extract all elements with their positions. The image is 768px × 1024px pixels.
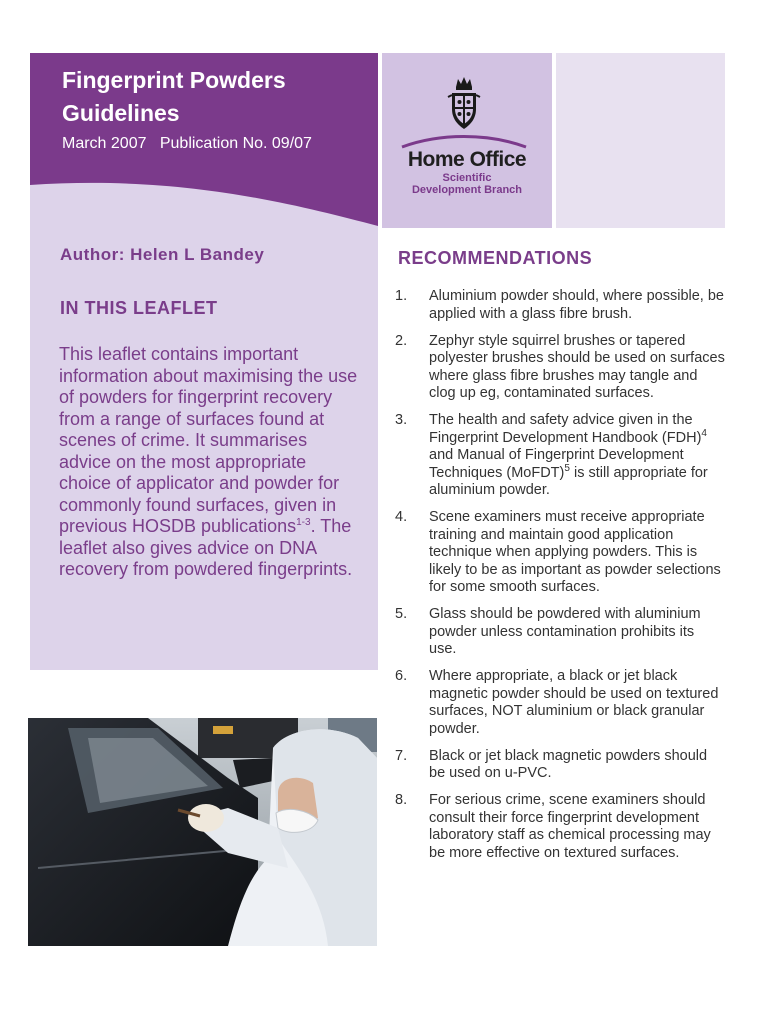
item-text-part: is still appropriate for aluminium powder. xyxy=(429,464,708,498)
list-item xyxy=(395,509,725,597)
item-text: Zephyr style squirrel brushes or tapered polyester brushes should be used on surfaces where glass fibre brushes may tangle and clog up eg, contaminated surfaces. xyxy=(429,332,725,401)
item-number: 3. xyxy=(395,412,408,428)
item-text-part: and Manual of Fingerprint Development Techniques (MoFDT) xyxy=(429,447,684,481)
intro-text-1: This leaflet contains important information about maximising the use of powders for fingerprint recovery from a range of surfaces found at scenes of crime. It summarises advice on the most appropriate choice of applicator and powder for commonly found surfaces, given in previous HOSDB publications xyxy=(59,344,358,536)
item-text-part: The health and safety advice given in the Fingerprint Development Handbook (FDH) xyxy=(429,412,702,446)
list-item xyxy=(395,606,725,659)
list-item xyxy=(395,668,725,738)
item-number: 8. xyxy=(395,792,408,808)
item-text: Black or jet black magnetic powders should be used on u-PVC. xyxy=(429,747,708,781)
intro-text-2: . The leaflet also gives advice on DNA recovery from powdered fingerprints. xyxy=(59,516,353,579)
royal-crest-icon xyxy=(446,75,482,133)
publication-date: March 2007 xyxy=(62,135,147,152)
page-title xyxy=(62,64,372,130)
in-this-leaflet-heading: IN THIS LEAFLET xyxy=(60,298,218,318)
list-item xyxy=(395,288,725,323)
recommendations-heading: RECOMMENDATIONS xyxy=(398,248,593,268)
logo-subtitle-1: Scientific xyxy=(442,172,492,184)
list-item xyxy=(395,412,725,500)
intro-citation: 1-3 xyxy=(296,517,311,528)
title-line-2: Guidelines xyxy=(62,100,180,126)
item-number: 5. xyxy=(395,606,408,622)
item-number: 6. xyxy=(395,668,408,684)
logo-arc-icon xyxy=(400,133,528,149)
publication-number: Publication No. 09/07 xyxy=(159,135,312,152)
citation: 5 xyxy=(564,462,570,474)
item-text: Glass should be powdered with aluminium powder unless contamination prohibits its use. xyxy=(429,606,701,657)
item-number: 2. xyxy=(395,332,408,349)
item-number: 4. xyxy=(395,509,408,525)
item-text: Aluminium powder should, where possible, be applied with a glass fibre brush. xyxy=(429,288,724,322)
decorative-panel xyxy=(556,53,725,228)
item-text xyxy=(429,412,725,500)
item-number: 1. xyxy=(395,288,408,304)
logo-name: Home Office xyxy=(407,148,527,171)
item-text: Scene examiners must receive appropriate training and maintain good application technique when applying powders. This is likely to be as important as powder selections for some smooth surfaces. xyxy=(429,509,721,595)
list-item xyxy=(395,792,725,862)
scene-examiner-photo xyxy=(28,718,377,946)
title-line-1: Fingerprint Powders xyxy=(62,67,286,93)
item-text: Where appropriate, a black or jet black magnetic powder should be used on textured surfaces, NOT aluminium or black granular powder. xyxy=(429,668,719,737)
item-text: For serious crime, scene examiners should consult their force fingerprint development laboratory staff as chemical processing may be more effective on textured surfaces. xyxy=(429,792,711,861)
list-item xyxy=(395,748,725,783)
recommendations-list xyxy=(395,288,725,872)
logo-subtitle-2: Development Branch xyxy=(411,184,523,196)
item-number: 7. xyxy=(395,747,408,764)
author-line: Author: Helen L Bandey xyxy=(60,245,265,264)
publication-line xyxy=(62,135,312,153)
intro-paragraph xyxy=(59,344,359,581)
list-item xyxy=(395,333,725,403)
citation: 4 xyxy=(701,427,707,439)
